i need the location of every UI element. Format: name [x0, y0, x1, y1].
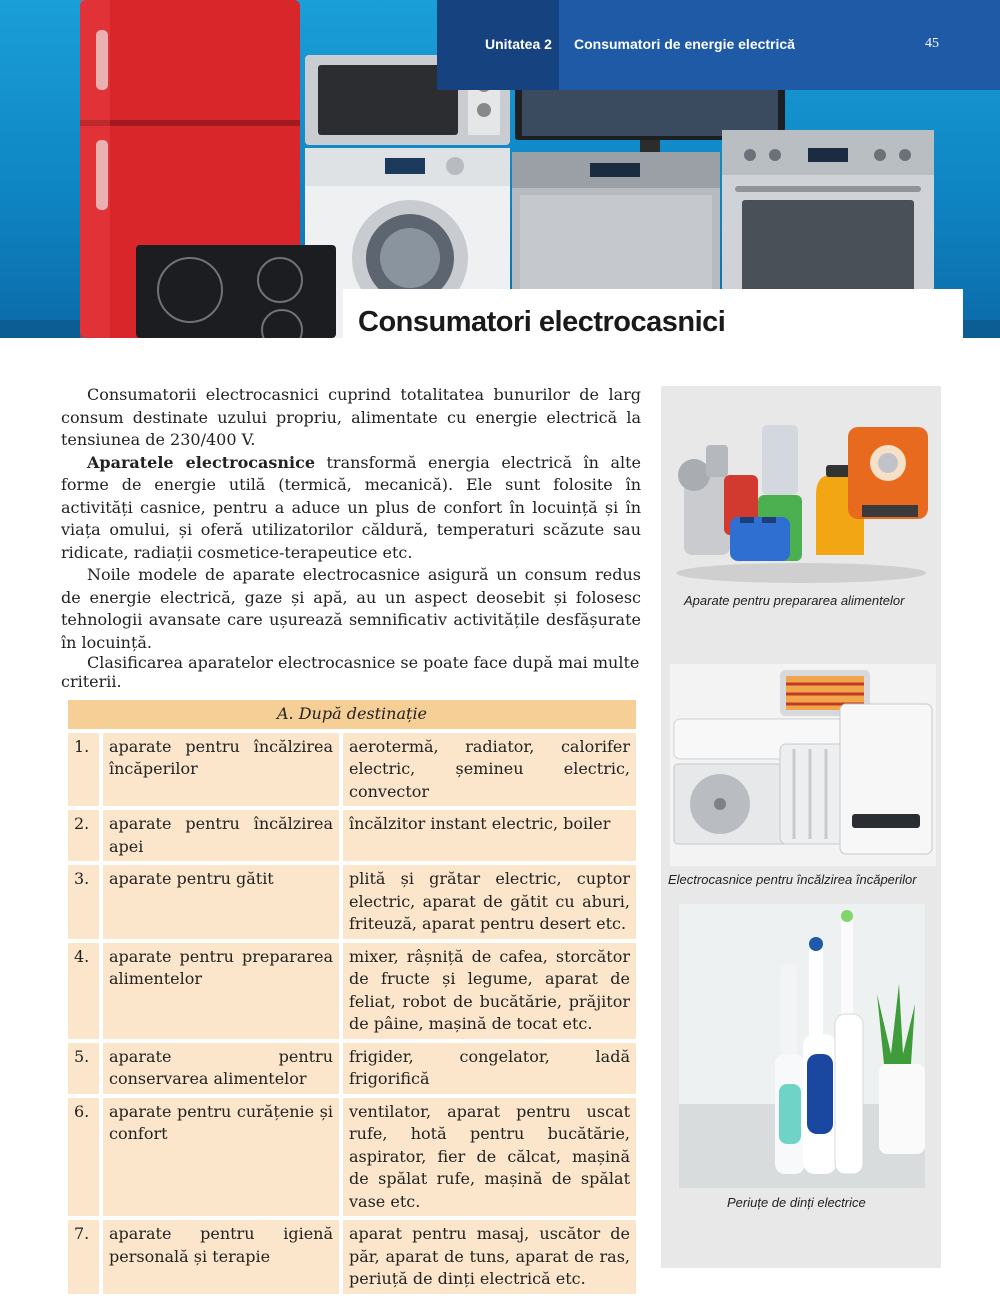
row-examples: mixer, râșniță de cafea, storcător de fructe și legume, aparat de feliat, robot de bucătărie, prăjitor de pâine, mașină de tocat etc.	[343, 943, 636, 1039]
food-appliances-photo	[666, 405, 936, 585]
row-category: aparate pentru curățenie și confort	[103, 1098, 339, 1217]
row-category: aparate pentru igienă personală și terapie	[103, 1220, 339, 1294]
row-number: 5.	[68, 1043, 99, 1094]
caption-toothbrush: Periuțe de dinți electrice	[727, 1195, 866, 1210]
paragraph-1: Consumatorii electrocasnici cuprind totalitatea bunurilor de larg consum destinate uzului propriu, alimentate cu energie electrică la tensiunea de 230/400 V.	[61, 385, 641, 449]
row-examples: încălzitor instant electric, boiler	[343, 810, 636, 861]
row-category: aparate pentru conservarea alimentelor	[103, 1043, 339, 1094]
row-examples: aerotermă, radiator, calorifer electric, șemineu electric, convector	[343, 733, 636, 807]
row-examples: frigider, congelator, ladă frigorifică	[343, 1043, 636, 1094]
classification-intro: Clasificarea aparatelor electrocasnice se poate face după mai multe criterii.	[61, 653, 640, 691]
row-category: aparate pentru încălzirea apei	[103, 810, 339, 861]
table-row	[68, 810, 636, 861]
row-number: 1.	[68, 733, 99, 807]
hob-illustration	[136, 245, 336, 338]
row-number: 3.	[68, 865, 99, 939]
classification-table	[64, 696, 640, 1298]
chapter-header-text	[437, 0, 1000, 90]
row-number: 2.	[68, 810, 99, 861]
page-title: Consumatori electrocasnici	[358, 306, 726, 338]
unit-label: Unitatea 2	[485, 36, 552, 52]
chapter-title: Consumatori de energie electrică	[574, 36, 795, 52]
table-row	[68, 865, 636, 939]
caption-food: Aparate pentru prepararea alimentelor	[684, 593, 905, 608]
table-row	[68, 1220, 636, 1294]
row-number: 7.	[68, 1220, 99, 1294]
table-heading: A. După destinație	[68, 700, 636, 729]
paragraph-3: Noile modele de aparate electrocasnice asigură un consum redus de energie electrică, gaze și apă, au un aspect deosebit și folosesc tehnologii avansate care ușurează semnificativ activitățile desfășurate în locuință.	[61, 565, 641, 652]
toothbrush-photo	[679, 904, 925, 1188]
caption-heating: Electrocasnice pentru încălzirea încăperilor	[668, 872, 917, 887]
row-category: aparate pentru încălzirea încăperilor	[103, 733, 339, 807]
table-heading-row	[68, 700, 636, 729]
row-number: 6.	[68, 1098, 99, 1217]
table-row	[68, 1098, 636, 1217]
row-category: aparate pentru gătit	[103, 865, 339, 939]
row-category: aparate pentru prepararea alimentelor	[103, 943, 339, 1039]
bold-term: Aparatele electrocasnice	[87, 452, 315, 472]
row-examples: plită și grătar electric, cuptor electric, aparat de gătit cu aburi, friteuză, aparat pentru desert etc.	[343, 865, 636, 939]
row-examples: ventilator, aparat pentru uscat rufe, hotă pentru bucătărie, aspirator, fier de călcat, mașină de spălat rufe, mașină de spălat vase etc.	[343, 1098, 636, 1217]
table-row	[68, 733, 636, 807]
row-number: 4.	[68, 943, 99, 1039]
table-row	[68, 1043, 636, 1094]
page-number: 45	[925, 36, 939, 51]
paragraph-2	[61, 452, 641, 565]
heating-appliances-photo	[670, 664, 936, 866]
table-row	[68, 943, 636, 1039]
row-examples: aparat pentru masaj, uscător de păr, aparat de tuns, aparat de ras, periuță de dinți electrică etc.	[343, 1220, 636, 1294]
paragraph-2-text: transformă energia electrică în alte forme de energie utilă (termică, mecanică). Ele sunt folosite în activități casnice, pentru a aduce un plus de confort în locuință și în viața omului, și oferă utilizatorilor căldură, temperaturi scăzute sau ridicate, radiații cosmetice-terapeutice etc.	[61, 452, 641, 562]
body-text	[61, 384, 641, 654]
